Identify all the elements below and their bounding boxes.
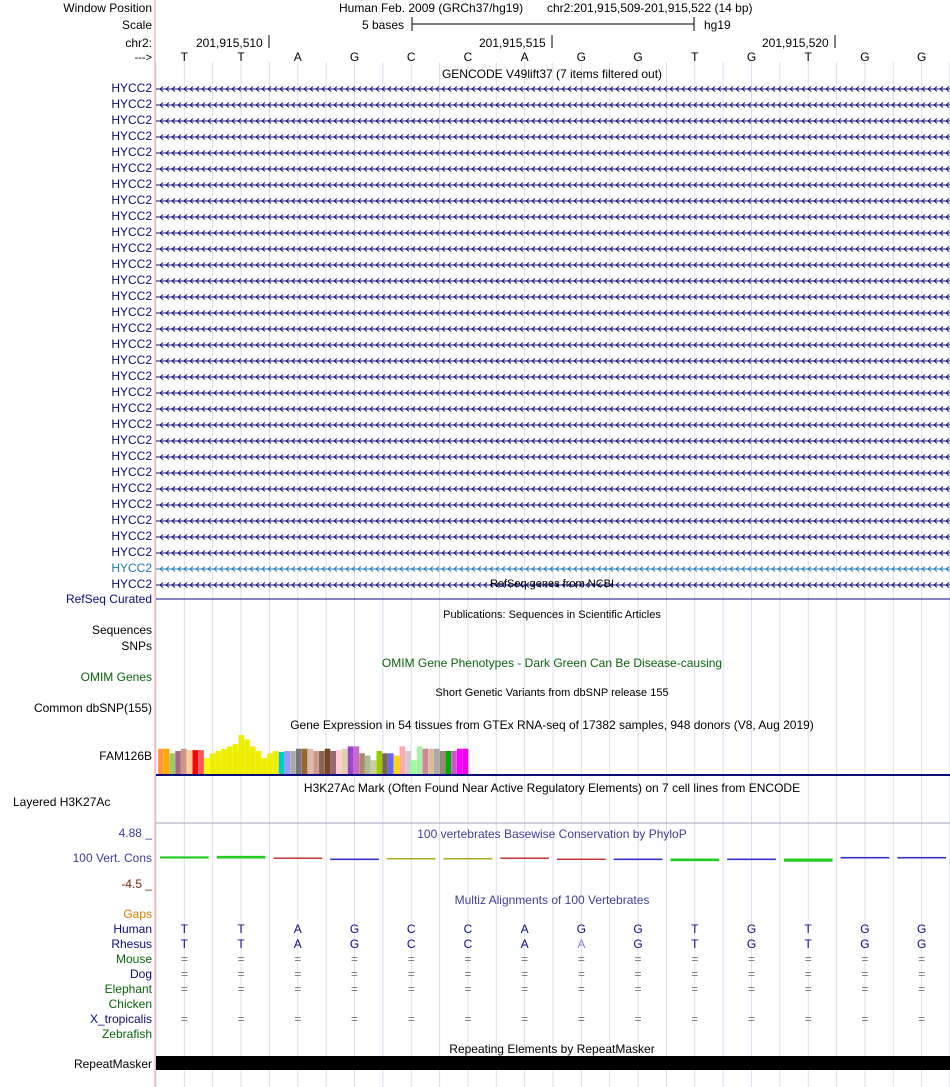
gtex-bar [170, 753, 176, 774]
multiz-base: = [407, 967, 415, 981]
multiz-base: = [861, 952, 869, 966]
dbsnp-title[interactable]: Short Genetic Variants from dbSNP release 155 [435, 687, 669, 699]
multiz-base: C [463, 937, 473, 951]
multiz-base: G [633, 937, 643, 951]
base-letter: G [746, 50, 757, 64]
gtex-bar [290, 751, 296, 774]
multiz-base: = [918, 967, 926, 981]
multiz-species-label[interactable]: X_tropicalis [89, 1012, 152, 1026]
multiz-base: = [691, 982, 699, 996]
multiz-base: G [916, 937, 927, 951]
gencode-gene-label[interactable]: HYCC2 [111, 513, 152, 527]
gencode-gene-label[interactable]: HYCC2 [111, 497, 152, 511]
multiz-base: = [521, 982, 529, 996]
gtex-bar [221, 749, 227, 774]
gtex-bar [411, 760, 417, 774]
gencode-gene-label[interactable]: HYCC2 [111, 433, 152, 447]
multiz-species-label[interactable]: Mouse [115, 952, 152, 966]
scale-db: hg19 [704, 18, 731, 32]
assembly-name: Human Feb. 2009 (GRCh37/hg19) [339, 1, 524, 15]
gencode-gene-label[interactable]: HYCC2 [111, 417, 152, 431]
multiz-base: = [634, 1012, 642, 1026]
multiz-base: = [464, 952, 472, 966]
gtex-bar [440, 751, 446, 774]
gencode-gene-label[interactable]: HYCC2 [111, 241, 152, 255]
coord-label: 201,915,510 [196, 36, 263, 50]
base-letter: T [180, 50, 189, 64]
multiz-base: = [634, 982, 642, 996]
repeatmasker-bar [156, 1056, 950, 1070]
gtex-bar [382, 753, 388, 774]
multiz-base: = [577, 982, 585, 996]
gencode-gene-label[interactable]: HYCC2 [111, 113, 152, 127]
multiz-species-label[interactable]: Gaps [123, 907, 152, 921]
multiz-species-label[interactable]: Zebrafish [101, 1027, 152, 1041]
gencode-gene-label[interactable]: HYCC2 [111, 209, 152, 223]
multiz-base: C [463, 922, 473, 936]
gtex-bar [446, 751, 452, 774]
window-position-label: Window Position [63, 1, 152, 15]
gencode-gene-label[interactable]: HYCC2 [111, 257, 152, 271]
multiz-base: G [633, 922, 643, 936]
gtex-bar [348, 746, 354, 774]
gtex-bar [181, 749, 187, 774]
base-letter: G [349, 50, 360, 64]
multiz-base: = [747, 982, 756, 996]
multiz-base: T [804, 937, 812, 951]
base-letter: A [293, 50, 302, 64]
gtex-bar [342, 749, 348, 774]
gtex-bar [313, 751, 319, 774]
gtex-bar [400, 746, 406, 774]
multiz-base: = [918, 1012, 926, 1026]
refseq-title[interactable]: RefSeq genes from NCBI [489, 578, 615, 590]
gtex-bar [158, 749, 164, 774]
gtex-gene-label[interactable]: FAM126B [99, 749, 152, 763]
multiz-base: G [916, 922, 927, 936]
multiz-base: A [520, 922, 529, 936]
gencode-gene-label[interactable]: HYCC2 [111, 385, 152, 399]
multiz-base: = [237, 952, 245, 966]
gencode-gene-label[interactable]: HYCC2 [111, 369, 152, 383]
multiz-base: C [406, 922, 416, 936]
multiz-species-label[interactable]: Chicken [108, 997, 152, 1011]
gtex-bar [279, 752, 285, 774]
multiz-base: = [350, 967, 359, 981]
multiz-base: = [861, 982, 869, 996]
gencode-gene-label[interactable]: HYCC2 [111, 97, 152, 111]
gtex-bar [210, 753, 216, 774]
phylop-mark [727, 859, 776, 861]
gtex-bar [267, 753, 273, 774]
multiz-base: = [294, 967, 302, 981]
omim-title[interactable]: OMIM Gene Phenotypes - Dark Green Can Be Disease-causing [381, 656, 723, 670]
multiz-base: = [294, 982, 302, 996]
multiz-base: T [237, 937, 245, 951]
multiz-base: = [237, 967, 245, 981]
multiz-base: = [521, 1012, 529, 1026]
gencode-gene-label[interactable]: HYCC2 [111, 577, 152, 591]
multiz-species-label[interactable]: Rhesus [111, 937, 152, 951]
multiz-base: = [294, 952, 302, 966]
phylop-mark [841, 857, 890, 859]
multiz-base: = [407, 952, 415, 966]
gtex-bar [239, 735, 245, 774]
multiz-base: = [180, 1012, 188, 1026]
multiz-base: = [918, 982, 926, 996]
publications-snps-label[interactable]: SNPs [121, 639, 152, 653]
gencode-gene-label[interactable]: HYCC2 [111, 81, 152, 95]
gtex-bar [198, 750, 204, 774]
gencode-gene-label[interactable]: HYCC2 [111, 529, 152, 543]
strand-label: ---> [134, 52, 152, 64]
multiz-base: = [464, 967, 472, 981]
gtex-bar [463, 749, 469, 774]
gencode-gene-label[interactable]: HYCC2 [111, 193, 152, 207]
gencode-gene-label[interactable]: HYCC2 [111, 337, 152, 351]
gencode-gene-label[interactable]: HYCC2 [111, 481, 152, 495]
multiz-base: = [918, 952, 926, 966]
gtex-bar [371, 760, 377, 774]
gencode-gene-label[interactable]: HYCC2 [111, 353, 152, 367]
scale-label: Scale [121, 18, 152, 32]
gtex-bar [296, 749, 302, 774]
multiz-base: = [464, 1012, 472, 1026]
multiz-base: = [691, 952, 699, 966]
gencode-gene-label[interactable]: HYCC2 [111, 129, 152, 143]
phylop-mark [217, 856, 266, 859]
refseq-label[interactable]: RefSeq Curated [65, 592, 152, 606]
gencode-title[interactable]: GENCODE V49lift37 (7 items filtered out) [441, 67, 663, 81]
omim-label[interactable]: OMIM Genes [80, 670, 152, 684]
gtex-bar [457, 749, 463, 774]
gtex-bar [336, 750, 342, 774]
gencode-gene-label[interactable]: HYCC2 [111, 145, 152, 159]
gtex-bar [331, 751, 337, 774]
gtex-bar [319, 751, 325, 774]
multiz-base: = [577, 967, 585, 981]
multiz-base: = [237, 1012, 245, 1026]
gencode-gene-label[interactable]: HYCC2 [111, 305, 152, 319]
base-letter: G [860, 50, 870, 64]
gtex-bar [428, 749, 434, 774]
multiz-base: = [350, 1012, 359, 1026]
multiz-base: G [349, 922, 360, 936]
gencode-gene-label[interactable]: HYCC2 [111, 289, 152, 303]
phylop-mark [557, 859, 606, 861]
multiz-base: = [577, 1012, 585, 1026]
multiz-base: C [406, 937, 416, 951]
window-position-text: chr2:201,915,509-201,915,522 (14 bp) [547, 1, 753, 15]
multiz-base: A [293, 922, 302, 936]
gencode-gene-label[interactable]: HYCC2 [111, 545, 152, 559]
multiz-base: G [576, 922, 587, 936]
gtex-bar [417, 746, 423, 774]
multiz-base: = [804, 967, 812, 981]
multiz-species-label[interactable]: Elephant [104, 982, 152, 996]
multiz-base: = [747, 1012, 756, 1026]
base-letter: G [916, 50, 927, 64]
gtex-bar [187, 750, 193, 774]
phylop-mark [897, 857, 946, 859]
multiz-base: = [180, 967, 188, 981]
gtex-bar [308, 749, 314, 774]
multiz-base: = [294, 1012, 302, 1026]
multiz-base: = [521, 967, 529, 981]
multiz-base: = [634, 967, 642, 981]
base-letter: C [406, 50, 416, 64]
h3k27ac-title[interactable]: H3K27Ac Mark (Often Found Near Active Regulatory Elements) on 7 cell lines from ENCODE [303, 781, 801, 795]
gtex-bar [193, 750, 199, 774]
multiz-base: G [860, 937, 870, 951]
base-letter: T [691, 50, 699, 64]
multiz-base: T [180, 922, 189, 936]
gtex-bar [354, 746, 360, 774]
gtex-bar [233, 744, 239, 774]
multiz-base: = [350, 982, 359, 996]
multiz-base: = [861, 1012, 869, 1026]
multiz-base: A [520, 937, 529, 951]
multiz-species-label[interactable]: Human [113, 922, 152, 936]
multiz-base: G [860, 922, 870, 936]
repeatmasker-label[interactable]: RepeatMasker [73, 1057, 152, 1071]
multiz-base: = [804, 1012, 812, 1026]
repeatmasker-title[interactable]: Repeating Elements by RepeatMasker [449, 1042, 655, 1056]
multiz-base: = [237, 982, 245, 996]
phylop-mark [273, 857, 322, 859]
gtex-bar [273, 751, 279, 774]
multiz-base: = [634, 952, 642, 966]
gtex-bar [359, 753, 365, 774]
gencode-gene-label[interactable]: HYCC2 [111, 177, 152, 191]
publications-sequences-label[interactable]: Sequences [91, 623, 152, 637]
base-letter: C [463, 50, 473, 64]
multiz-base: = [464, 982, 472, 996]
multiz-base: T [691, 922, 699, 936]
multiz-base: T [804, 922, 812, 936]
gencode-gene-label[interactable]: HYCC2 [111, 161, 152, 175]
gtex-bar [175, 751, 181, 774]
multiz-base: A [577, 937, 586, 951]
gtex-bar [325, 749, 331, 774]
multiz-base: = [180, 982, 188, 996]
multiz-base: A [293, 937, 302, 951]
coord-label: 201,915,515 [479, 36, 546, 50]
base-letter: T [804, 50, 812, 64]
gtex-bar [164, 749, 170, 774]
base-letter: A [520, 50, 529, 64]
phylop-min-label: -4.5 _ [121, 877, 152, 891]
base-letter: G [576, 50, 587, 64]
phylop-label[interactable]: 100 Vert. Cons [72, 851, 152, 865]
phylop-title[interactable]: 100 vertebrates Basewise Conservation by PhyloP [417, 827, 687, 841]
multiz-base: = [350, 952, 359, 966]
base-letter: G [633, 50, 643, 64]
phylop-mark [330, 859, 379, 861]
multiz-title[interactable]: Multiz Alignments of 100 Vertebrates [454, 893, 650, 907]
multiz-base: = [804, 952, 812, 966]
phylop-mark [784, 859, 833, 862]
gencode-gene-label[interactable]: HYCC2 [111, 401, 152, 415]
gencode-gene-label[interactable]: HYCC2 [111, 273, 152, 287]
phylop-mark [614, 859, 663, 861]
multiz-base: = [407, 1012, 415, 1026]
gtex-bar [256, 751, 262, 774]
multiz-base: G [746, 937, 757, 951]
gencode-gene-label[interactable]: HYCC2 [111, 449, 152, 463]
gencode-gene-label[interactable]: HYCC2 [111, 321, 152, 335]
multiz-base: = [691, 1012, 699, 1026]
multiz-base: = [180, 952, 188, 966]
base-letter: T [237, 50, 245, 64]
phylop-mark [160, 856, 209, 858]
multiz-base: T [691, 937, 699, 951]
gencode-gene-label[interactable]: HYCC2 [111, 561, 152, 575]
multiz-base: G [746, 922, 757, 936]
gtex-bar [451, 751, 457, 774]
gtex-bar [227, 746, 233, 774]
dbsnp-label[interactable]: Common dbSNP(155) [33, 701, 152, 715]
gtex-bar [423, 749, 429, 774]
phylop-mark [500, 857, 549, 859]
gtex-bar [405, 751, 411, 774]
gtex-bar [394, 756, 400, 774]
gtex-bar [244, 740, 250, 775]
multiz-base: T [237, 922, 245, 936]
gtex-title[interactable]: Gene Expression in 54 tissues from GTEx RNA-seq of 17382 samples, 948 donors (V8, Aug 2019) [290, 718, 814, 732]
phylop-mark [670, 859, 719, 862]
phylop-mark [444, 858, 493, 860]
gtex-bar [377, 751, 383, 774]
publications-title[interactable]: Publications: Sequences in Scientific Articles [443, 609, 661, 621]
multiz-base: G [349, 937, 360, 951]
gtex-bar [388, 753, 394, 774]
h3k27ac-label[interactable]: Layered H3K27Ac [13, 795, 111, 809]
multiz-base: = [521, 952, 529, 966]
chr-label: chr2: [125, 36, 152, 50]
gtex-bar [434, 749, 440, 774]
multiz-base: = [577, 952, 585, 966]
multiz-species-label[interactable]: Dog [129, 967, 152, 981]
gencode-gene-label[interactable]: HYCC2 [111, 465, 152, 479]
multiz-base: = [747, 967, 756, 981]
phylop-mark [387, 858, 436, 860]
coord-label: 201,915,520 [762, 36, 829, 50]
gtex-bar [204, 758, 210, 774]
gtex-bar [216, 751, 222, 774]
gencode-gene-label[interactable]: HYCC2 [111, 225, 152, 239]
multiz-base: = [804, 982, 812, 996]
multiz-base: = [861, 967, 869, 981]
multiz-base: T [180, 937, 189, 951]
multiz-base: = [691, 967, 699, 981]
gtex-bar [285, 751, 291, 774]
scale-text: 5 bases [362, 18, 405, 32]
gtex-bar [262, 758, 268, 774]
gtex-bar [365, 756, 371, 774]
gtex-bar [250, 746, 256, 774]
gtex-bar [302, 749, 308, 774]
phylop-max-label: 4.88 _ [118, 826, 152, 840]
multiz-base: = [747, 952, 756, 966]
multiz-base: = [407, 982, 415, 996]
